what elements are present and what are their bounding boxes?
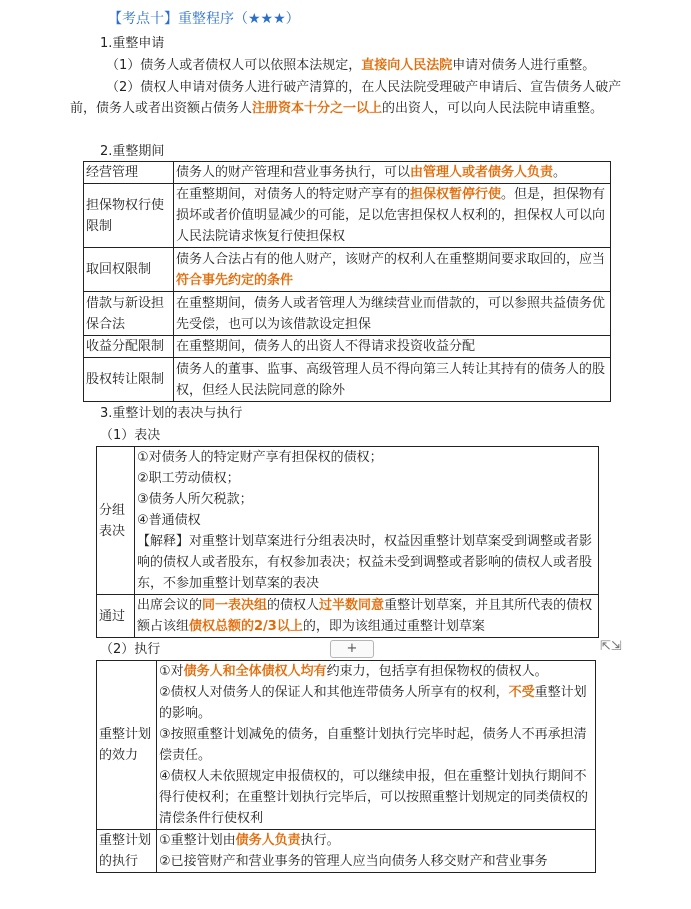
table-row	[84, 162, 611, 184]
execution-table	[96, 660, 596, 873]
row-content: ①对债务人和全体债权人均有约束力，包括享有担保物权的债权人。 ②债权人对债务人的保证人和其他连带债务人所享有的权利，不受重整计划的影响。 ③按照重整计划减免的债务，自重整计划执行完毕时起，债务人不再承担清偿责任。 ④债权人未依照规定申报债权的，可以继续申报，但在重整计划执行期间不得行使权利；在重整计划执行完毕后，可以按照重整计划规定的同类债权的清偿条件行使权利	[157, 661, 596, 830]
section-2-heading: 2.重整期间	[100, 144, 165, 159]
table-row	[84, 248, 611, 292]
reorganization-period-table	[83, 161, 611, 402]
row-label: 股权转让限制	[84, 358, 174, 402]
row-label: 经营管理	[84, 162, 174, 184]
emphasis: 直接向人民法院	[361, 58, 453, 73]
table-row	[84, 292, 611, 336]
row-label: 担保物权行使限制	[84, 184, 174, 248]
s1-paragraph-1: （1）债务人或者债权人可以依照本法规定，直接向人民法院申请对债务人进行重整。	[106, 58, 596, 73]
exec-heading: （2）执行	[100, 642, 161, 657]
row-label: 借款与新设担保合法	[84, 292, 174, 336]
row-label: 取回权限制	[84, 248, 174, 292]
table-row	[84, 358, 611, 402]
row-content: 在重整期间，对债务人的特定财产享有的担保权暂停行使。但是，担保物有损坏或者价值明显减少的可能，足以危害担保权人权利的，担保权人可以向人民法院请求恢复行使担保权	[174, 184, 611, 248]
section-1-heading: 1.重整申请	[100, 36, 165, 51]
emphasis: 注册资本十分之一以上	[252, 101, 383, 116]
table-row	[97, 595, 599, 638]
vote-table	[96, 446, 599, 638]
table-row	[97, 661, 596, 830]
row-content: 在重整期间，债务人的出资人不得请求投资收益分配	[174, 336, 611, 358]
table-row	[84, 184, 611, 248]
row-label: 分组表决	[97, 447, 135, 595]
row-label: 通过	[97, 595, 135, 638]
table-row	[97, 447, 599, 595]
row-content: 债务人的董事、监事、高级管理人员不得向第三人转让其持有的债务人的股权，但经人民法院同意的除外	[174, 358, 611, 402]
resize-icon[interactable]: ⇱⇲	[600, 639, 622, 654]
vote-heading: （1）表决	[100, 428, 161, 443]
row-content: 债务人的财产管理和营业事务执行，可以由管理人或者债务人负责。	[174, 162, 611, 184]
row-content: ①对债务人的特定财产享有担保权的债权； ②职工劳动债权； ③债务人所欠税款； ④普通债权 【解释】对重整计划草案进行分组表决时，权益因重整计划草案受到调整或者影响的债权人或者股东，有权参加表决；权益未受到调整或者影响的债权人或者股东，不参加重整计划草案的表决	[135, 447, 599, 595]
table-row	[97, 830, 596, 873]
row-label: 收益分配限制	[84, 336, 174, 358]
section-3-heading: 3.重整计划的表决与执行	[100, 406, 243, 421]
row-content: 出席会议的同一表决组的债权人过半数同意重整计划草案，并且其所代表的债权额占该组债权总额的2/3以上的，即为该组通过重整计划草案	[135, 595, 599, 638]
row-label: 重整计划的效力	[97, 661, 157, 830]
plus-icon[interactable]: +	[330, 640, 374, 658]
row-content: 债务人合法占有的他人财产，该财产的权利人在重整期间要求取回的，应当符合事先约定的条件	[174, 248, 611, 292]
page-title: 【考点十】重整程序（★★★）	[108, 11, 300, 27]
explanation: 【解释】对重整计划草案进行分组表决时，权益因重整计划草案受到调整或者影响的债权人或者股东，有权参加表决；权益未受到调整或者影响的债权人或者股东，不参加重整计划草案的表决	[137, 534, 593, 591]
s1-paragraph-2: （2）债权人申请对债务人进行破产清算的，在人民法院受理破产申请后、宣告债务人破产前，债务人或者出资额占债务人注册资本十分之一以上的出资人，可以向人民法院申请重整。	[70, 80, 622, 116]
table-row	[84, 336, 611, 358]
row-content: ①重整计划由债务人负责执行。 ②已接管财产和营业事务的管理人应当向债务人移交财产和营业事务	[157, 830, 596, 873]
row-label: 重整计划的执行	[97, 830, 157, 873]
row-content: 在重整期间，债务人或者管理人为继续营业而借款的，可以参照共益债务优先受偿，也可以为该借款设定担保	[174, 292, 611, 336]
